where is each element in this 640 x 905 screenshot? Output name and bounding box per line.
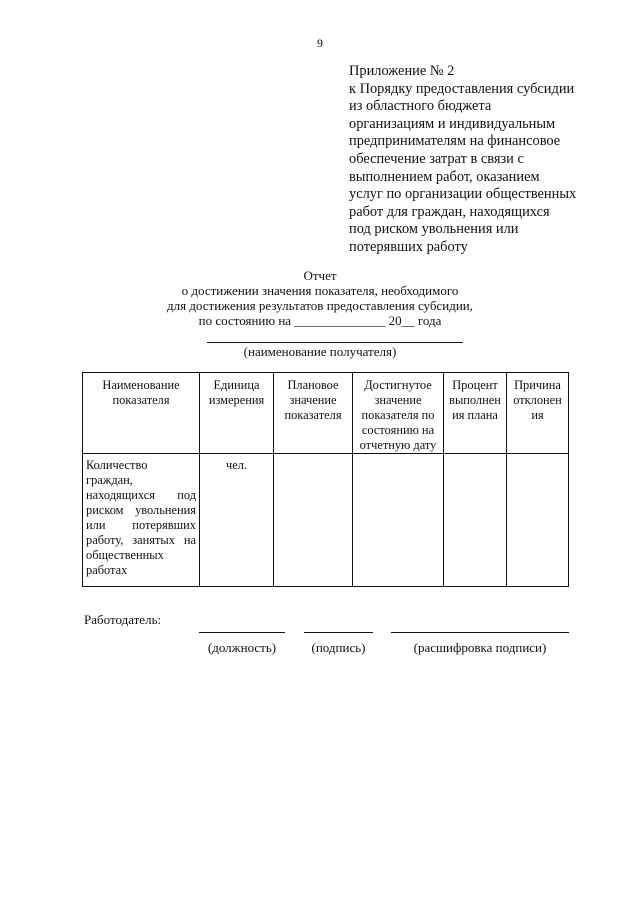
report-subtitle-line: для достижения результатов предоставления субсидии, <box>166 298 473 313</box>
header-indicator-name: Наименование показателя <box>83 373 200 454</box>
cell-unit: чел. <box>200 454 274 587</box>
decryption-line <box>391 632 569 633</box>
appendix-line: потерявших работу <box>349 238 468 255</box>
appendix-line: организациям и индивидуальным <box>349 115 556 132</box>
appendix-line: к Порядку предоставления субсидии <box>349 80 575 97</box>
position-line <box>199 632 285 633</box>
report-title-block <box>0 268 640 328</box>
appendix-line: Приложение № 2 <box>349 63 455 79</box>
appendix-line: из областного бюджета <box>349 98 492 115</box>
header-deviation-reason: Причина отклонен ия <box>507 373 569 454</box>
decryption-caption: (расшифровка подписи) <box>413 640 547 655</box>
report-date-line: по состоянию на ______________ 20__ года <box>198 313 442 328</box>
cell-planned <box>274 454 353 587</box>
appendix-line: выполнением работ, оказанием <box>349 168 540 185</box>
report-subtitle-line: о достижении значения показателя, необходимого <box>181 283 459 298</box>
cell-achieved <box>353 454 444 587</box>
cell-reason <box>507 454 569 587</box>
appendix-line: работ для граждан, находящихся <box>349 203 550 220</box>
appendix-line: под риском увольнения или <box>349 221 519 238</box>
table-row <box>83 454 569 587</box>
report-title: Отчет <box>303 268 337 283</box>
header-planned-value: Плановое значение показателя <box>274 373 353 454</box>
recipient-caption: (наименование получателя) <box>243 344 397 359</box>
appendix-line: услуг по организации общественных <box>349 186 577 203</box>
header-unit: Единица измерения <box>200 373 274 454</box>
header-percent: Процент выполнен ия плана <box>444 373 507 454</box>
report-table <box>82 372 569 587</box>
signature-caption: (подпись) <box>311 640 366 655</box>
cell-percent <box>444 454 507 587</box>
recipient-name-line <box>207 342 463 343</box>
appendix-line: обеспечение затрат в связи с <box>349 150 524 167</box>
header-achieved-value: Достигнутое значение показателя по состоянию на отчетную дату <box>353 373 444 454</box>
position-caption: (должность) <box>207 640 277 655</box>
appendix-line: предпринимателям на финансовое <box>349 133 561 150</box>
signature-line <box>304 632 373 633</box>
page-number: 9 <box>317 36 323 50</box>
cell-indicator: Количество граждан, находящихся под риском увольнения или потерявших работу, занятых на общественных работах <box>83 454 200 587</box>
employer-label: Работодатель: <box>84 612 162 627</box>
table-header-row <box>83 373 569 454</box>
appendix-header <box>349 63 609 257</box>
